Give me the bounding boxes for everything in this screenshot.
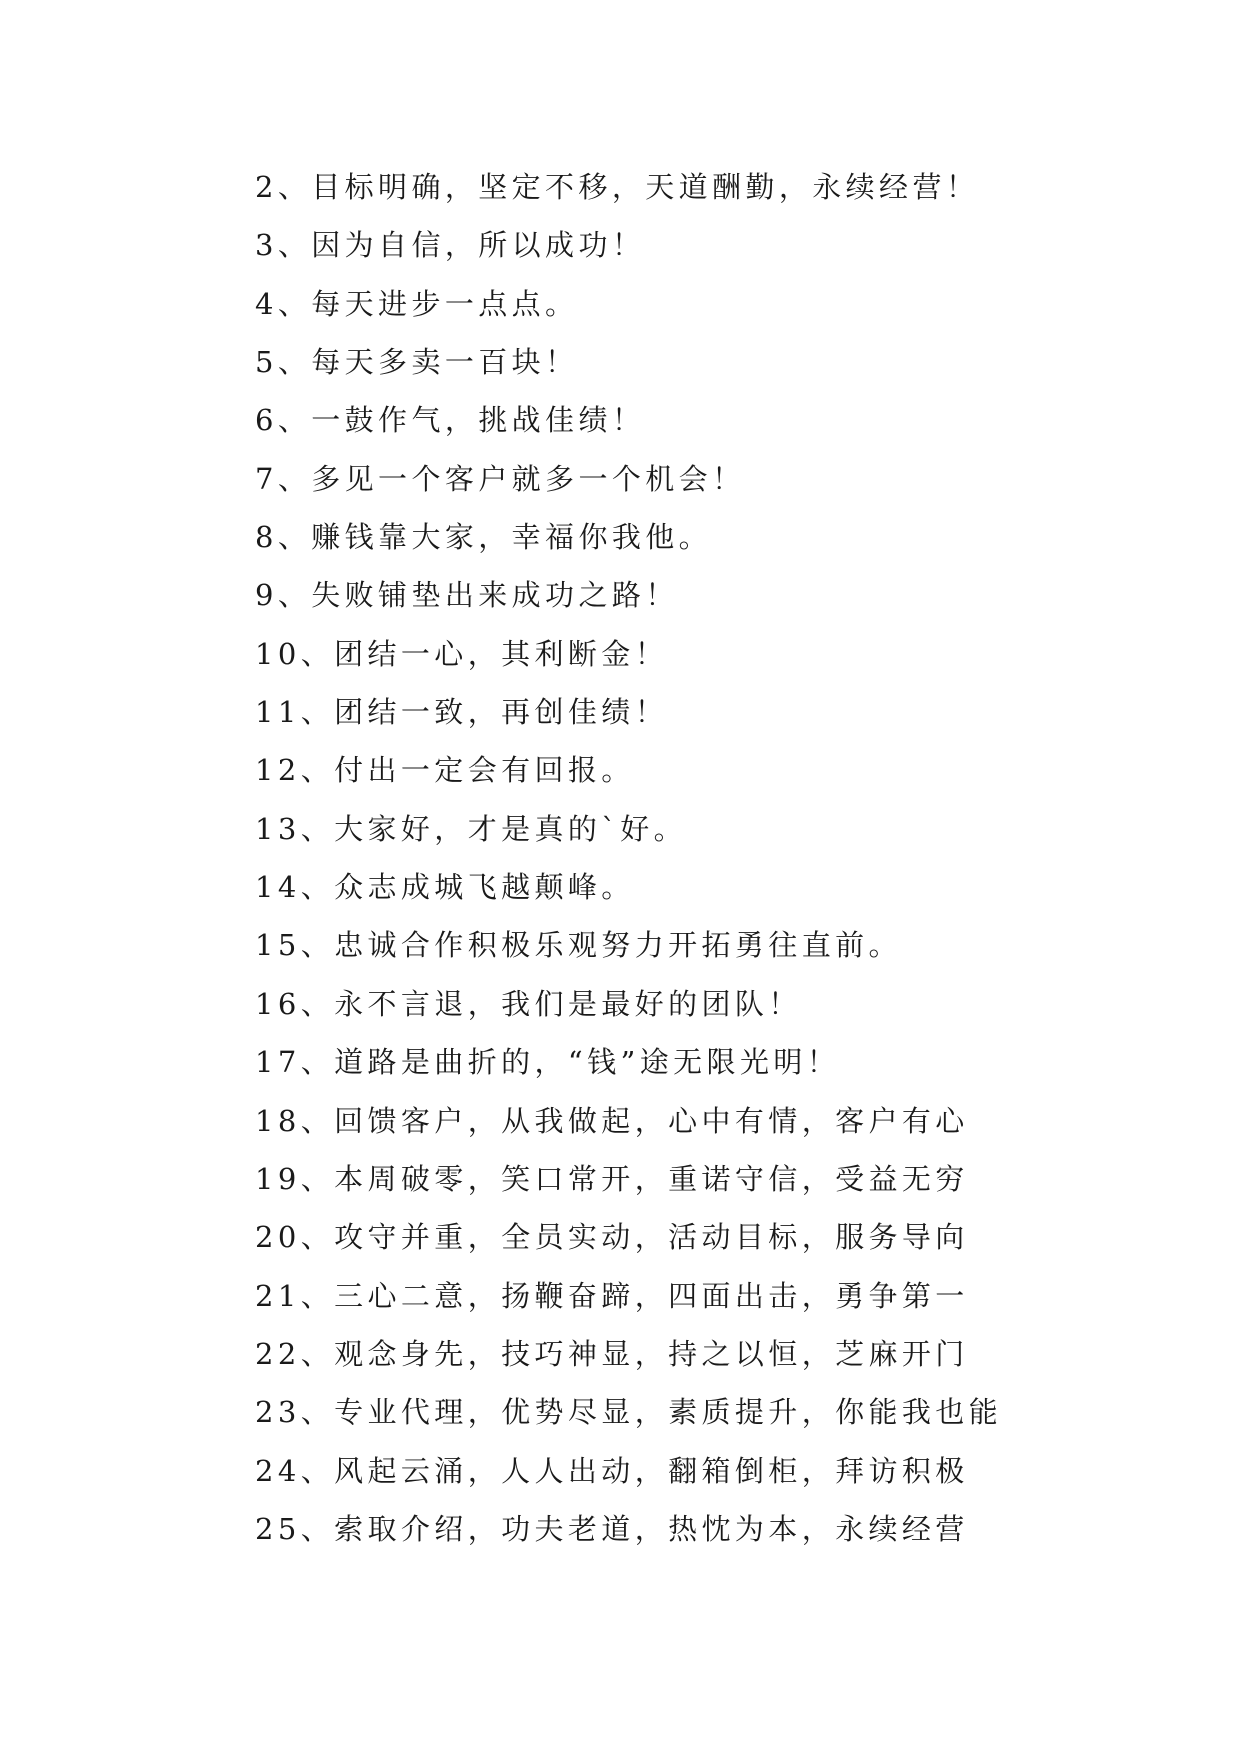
list-item: 25、索取介绍，功夫老道，热忱为本，永续经营 xyxy=(255,1511,969,1546)
list-item: 7、多见一个客户就多一个机会！ xyxy=(255,461,746,496)
list-item: 6、一鼓作气，挑战佳绩！ xyxy=(255,403,646,438)
list-item: 19、本周破零，笑口常开，重诺守信，受益无穷 xyxy=(255,1161,969,1196)
list-item: 8、赚钱靠大家，幸福你我他。 xyxy=(255,520,713,555)
list-item: 15、忠诚合作积极乐观努力开拓勇往直前。 xyxy=(255,928,902,963)
list-item: 3、因为自信，所以成功！ xyxy=(255,228,646,263)
list-item: 13、大家好，才是真的`好。 xyxy=(255,811,688,846)
slogan-list xyxy=(255,158,1002,1558)
list-item: 22、观念身先，技巧神显，持之以恒，芝麻开门 xyxy=(255,1336,969,1371)
list-item: 17、道路是曲折的，“钱”途无限光明！ xyxy=(255,1045,841,1080)
list-item: 4、每天进步一点点。 xyxy=(255,286,579,321)
list-item: 9、失败铺垫出来成功之路！ xyxy=(255,578,679,613)
list-item: 5、每天多卖一百块！ xyxy=(255,345,579,380)
list-item: 16、永不言退，我们是最好的团队！ xyxy=(255,986,802,1021)
list-item: 11、团结一致，再创佳绩！ xyxy=(255,695,669,730)
list-item: 10、团结一心，其利断金！ xyxy=(255,636,669,671)
list-item: 21、三心二意，扬鞭奋蹄，四面出击，勇争第一 xyxy=(255,1278,969,1313)
list-item: 2、目标明确，坚定不移，天道酬勤，永续经营！ xyxy=(255,170,980,204)
list-item: 23、专业代理，优势尽显，素质提升，你能我也能 xyxy=(255,1395,1003,1430)
list-item: 18、回馈客户，从我做起，心中有情，客户有心 xyxy=(255,1103,969,1138)
list-item: 12、付出一定会有回报。 xyxy=(255,753,635,788)
list-item: 14、众志成城飞越颠峰。 xyxy=(255,870,635,905)
list-item: 20、攻守并重，全员实动，活动目标，服务导向 xyxy=(255,1220,969,1255)
list-item: 24、风起云涌，人人出动，翻箱倒柜，拜访积极 xyxy=(255,1453,969,1488)
